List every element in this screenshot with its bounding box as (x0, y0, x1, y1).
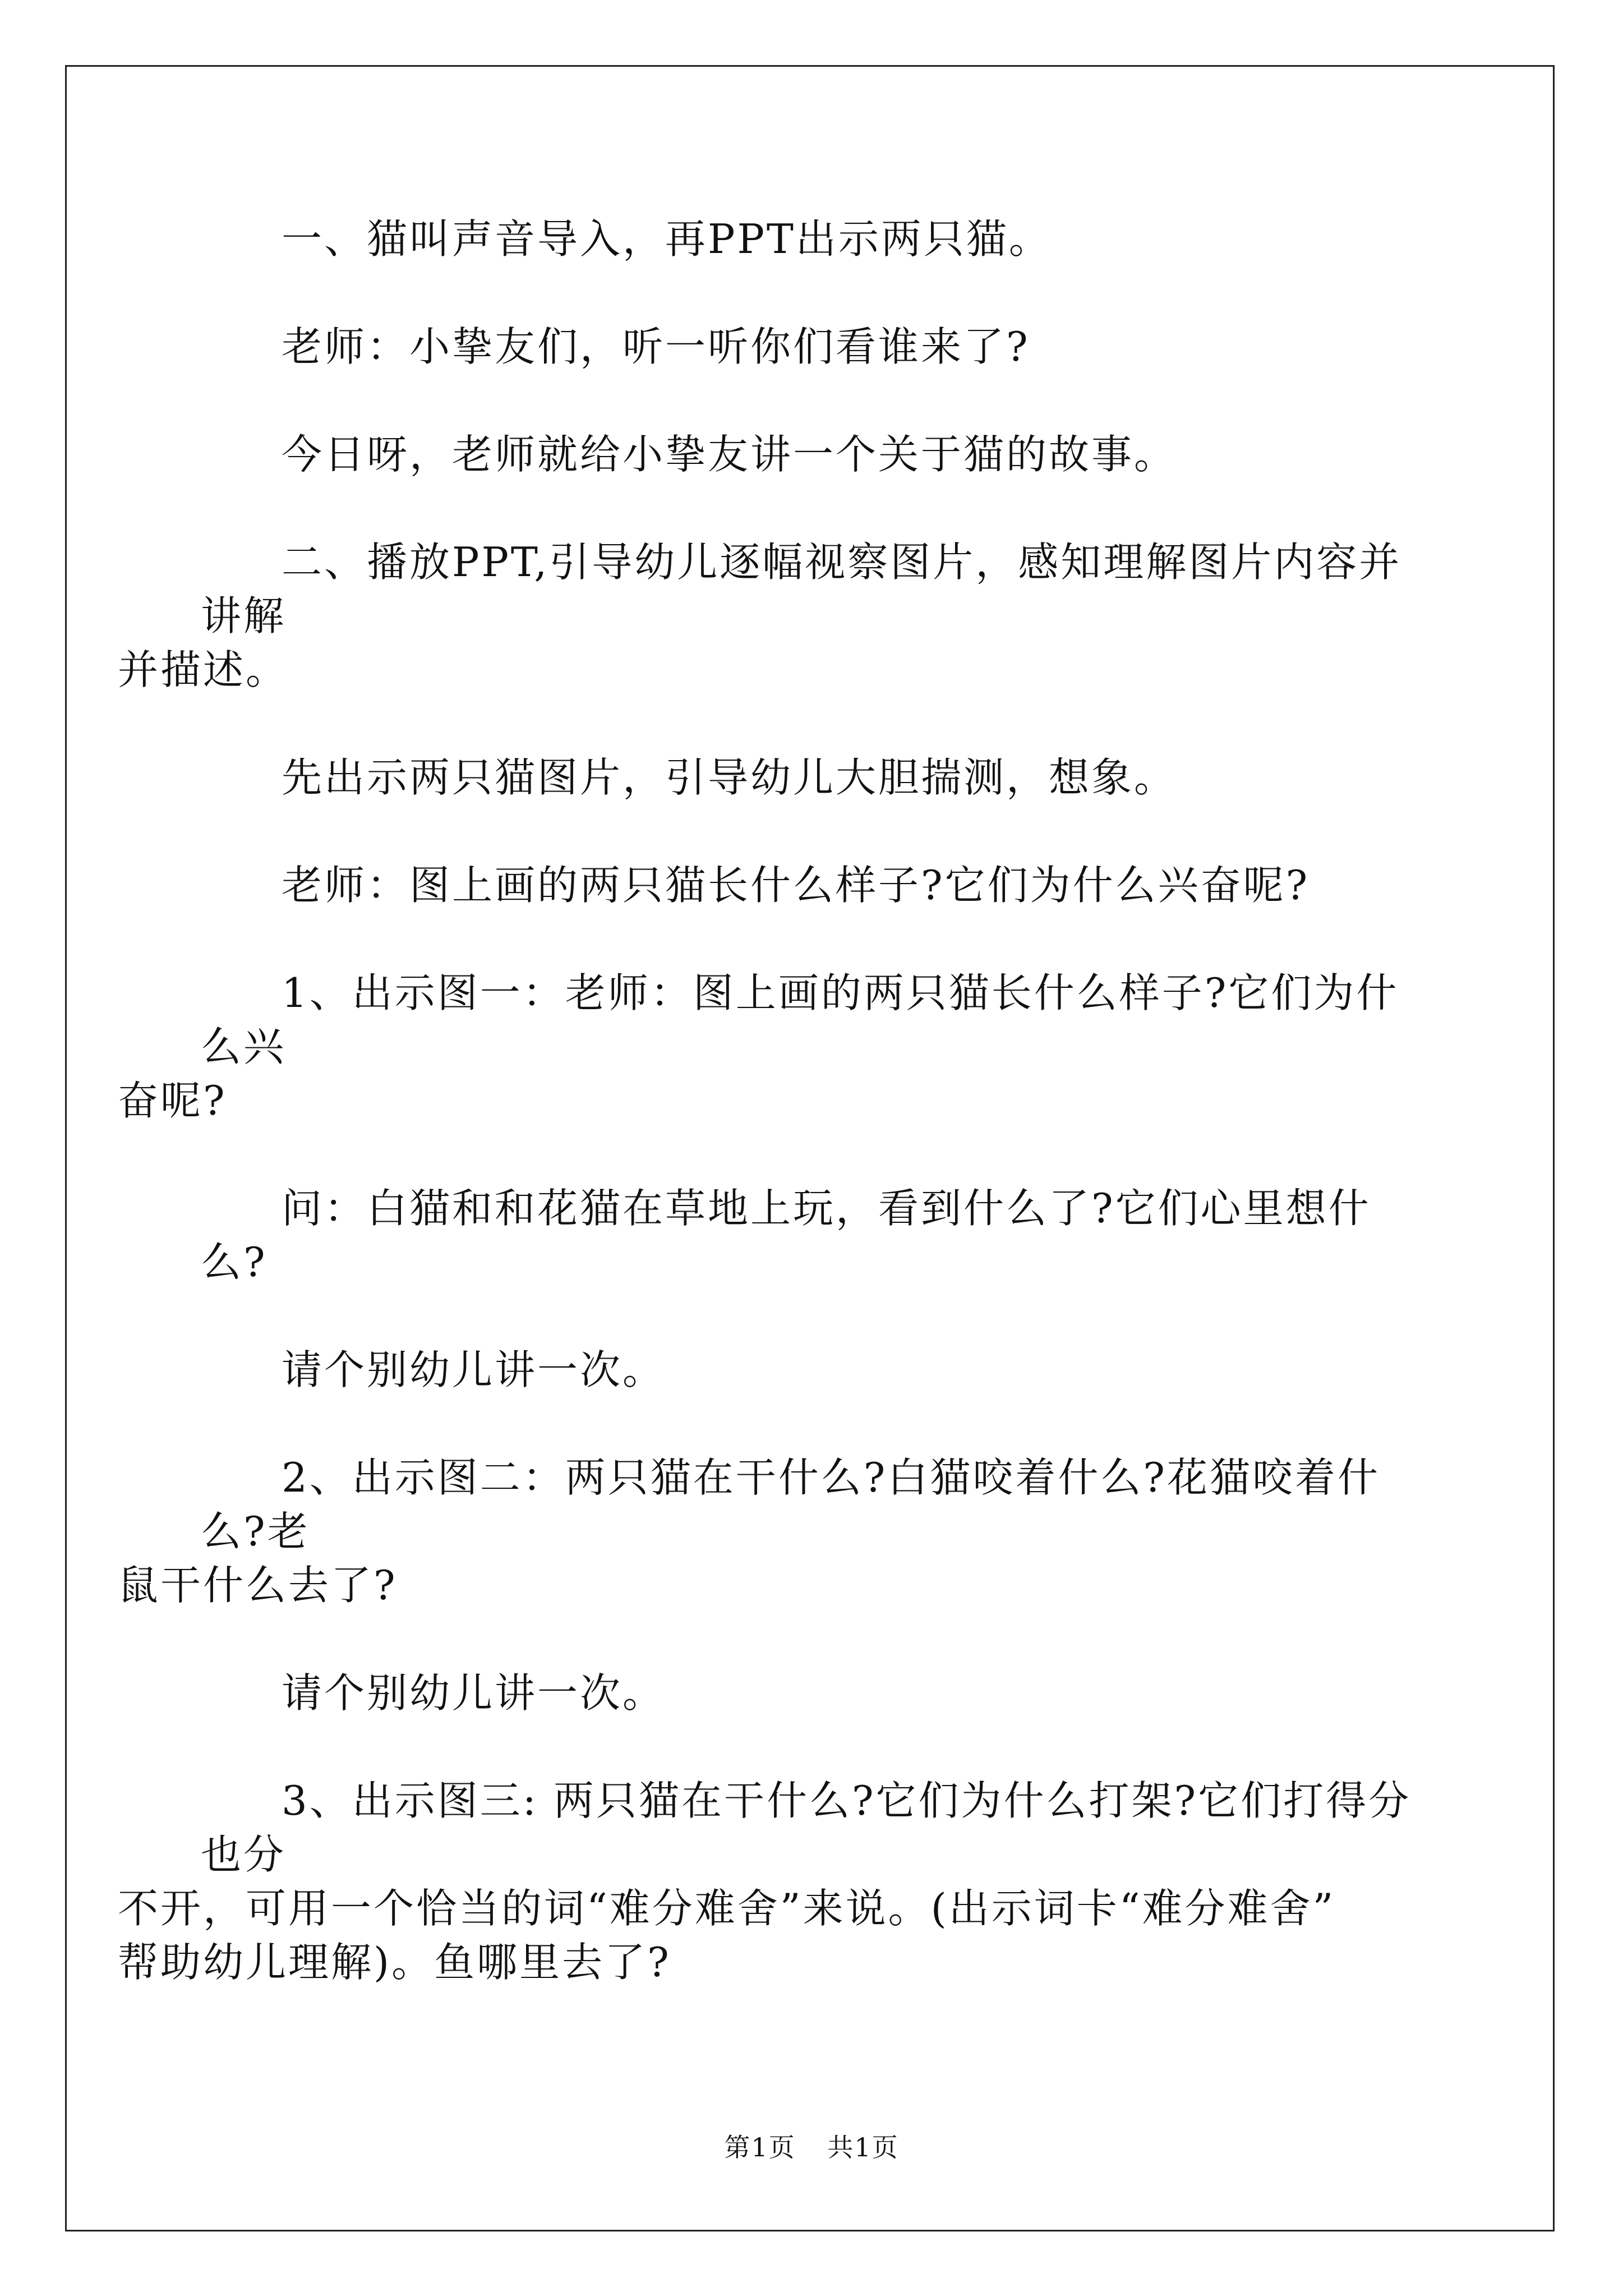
paragraph: 二、播放PPT,引导幼儿逐幅视察图片，感知理解图片内容并讲解 (201, 539, 1402, 639)
paragraph-continuation: 不开，可用一个恰当的词“难分难舍”来说。(出示词卡“难分难舍” (118, 1885, 1336, 1932)
page-total: 共1页 (827, 2132, 899, 2162)
paragraph: 老师：小挚友们，听一听你们看谁来了? (282, 323, 1030, 370)
paragraph-continuation: 奋呢? (118, 1077, 227, 1124)
paragraph: 请个别幼儿讲一次。 (282, 1346, 666, 1393)
paragraph-continuation: 鼠干什么去了? (118, 1562, 398, 1609)
paragraph: 问：白猫和和花猫在草地上玩，看到什么了?它们心里想什么? (201, 1185, 1371, 1286)
paragraph: 今日呀，老师就给小挚友讲一个关于猫的故事。 (282, 431, 1177, 478)
page-number: 第1页 (724, 2132, 796, 2162)
paragraph: 老师：图上画的两只猫长什么样子?它们为什么兴奋呢? (282, 862, 1310, 909)
paragraph: 请个别幼儿讲一次。 (282, 1669, 666, 1717)
document-body (118, 212, 1435, 2043)
page-footer (0, 2131, 1623, 2164)
paragraph: 2、出示图二：两只猫在干什么?白猫咬着什么?花猫咬着什么?老 (201, 1454, 1381, 1555)
paragraph: 1、出示图一：老师：图上画的两只猫长什么样子?它们为什么兴 (201, 969, 1399, 1070)
paragraph: 一、猫叫声音导入，再PPT出示两只猫。 (282, 215, 1052, 263)
paragraph-continuation: 并描述。 (118, 646, 289, 693)
paragraph-continuation: 帮助幼儿理解)。鱼哪里去了? (118, 1939, 671, 1986)
paragraph: 3、出示图三: 两只猫在干什么?它们为什么打架?它们打得分也分 (201, 1777, 1412, 1878)
paragraph: 先出示两只猫图片，引导幼儿大胆揣测，想象。 (282, 754, 1177, 801)
